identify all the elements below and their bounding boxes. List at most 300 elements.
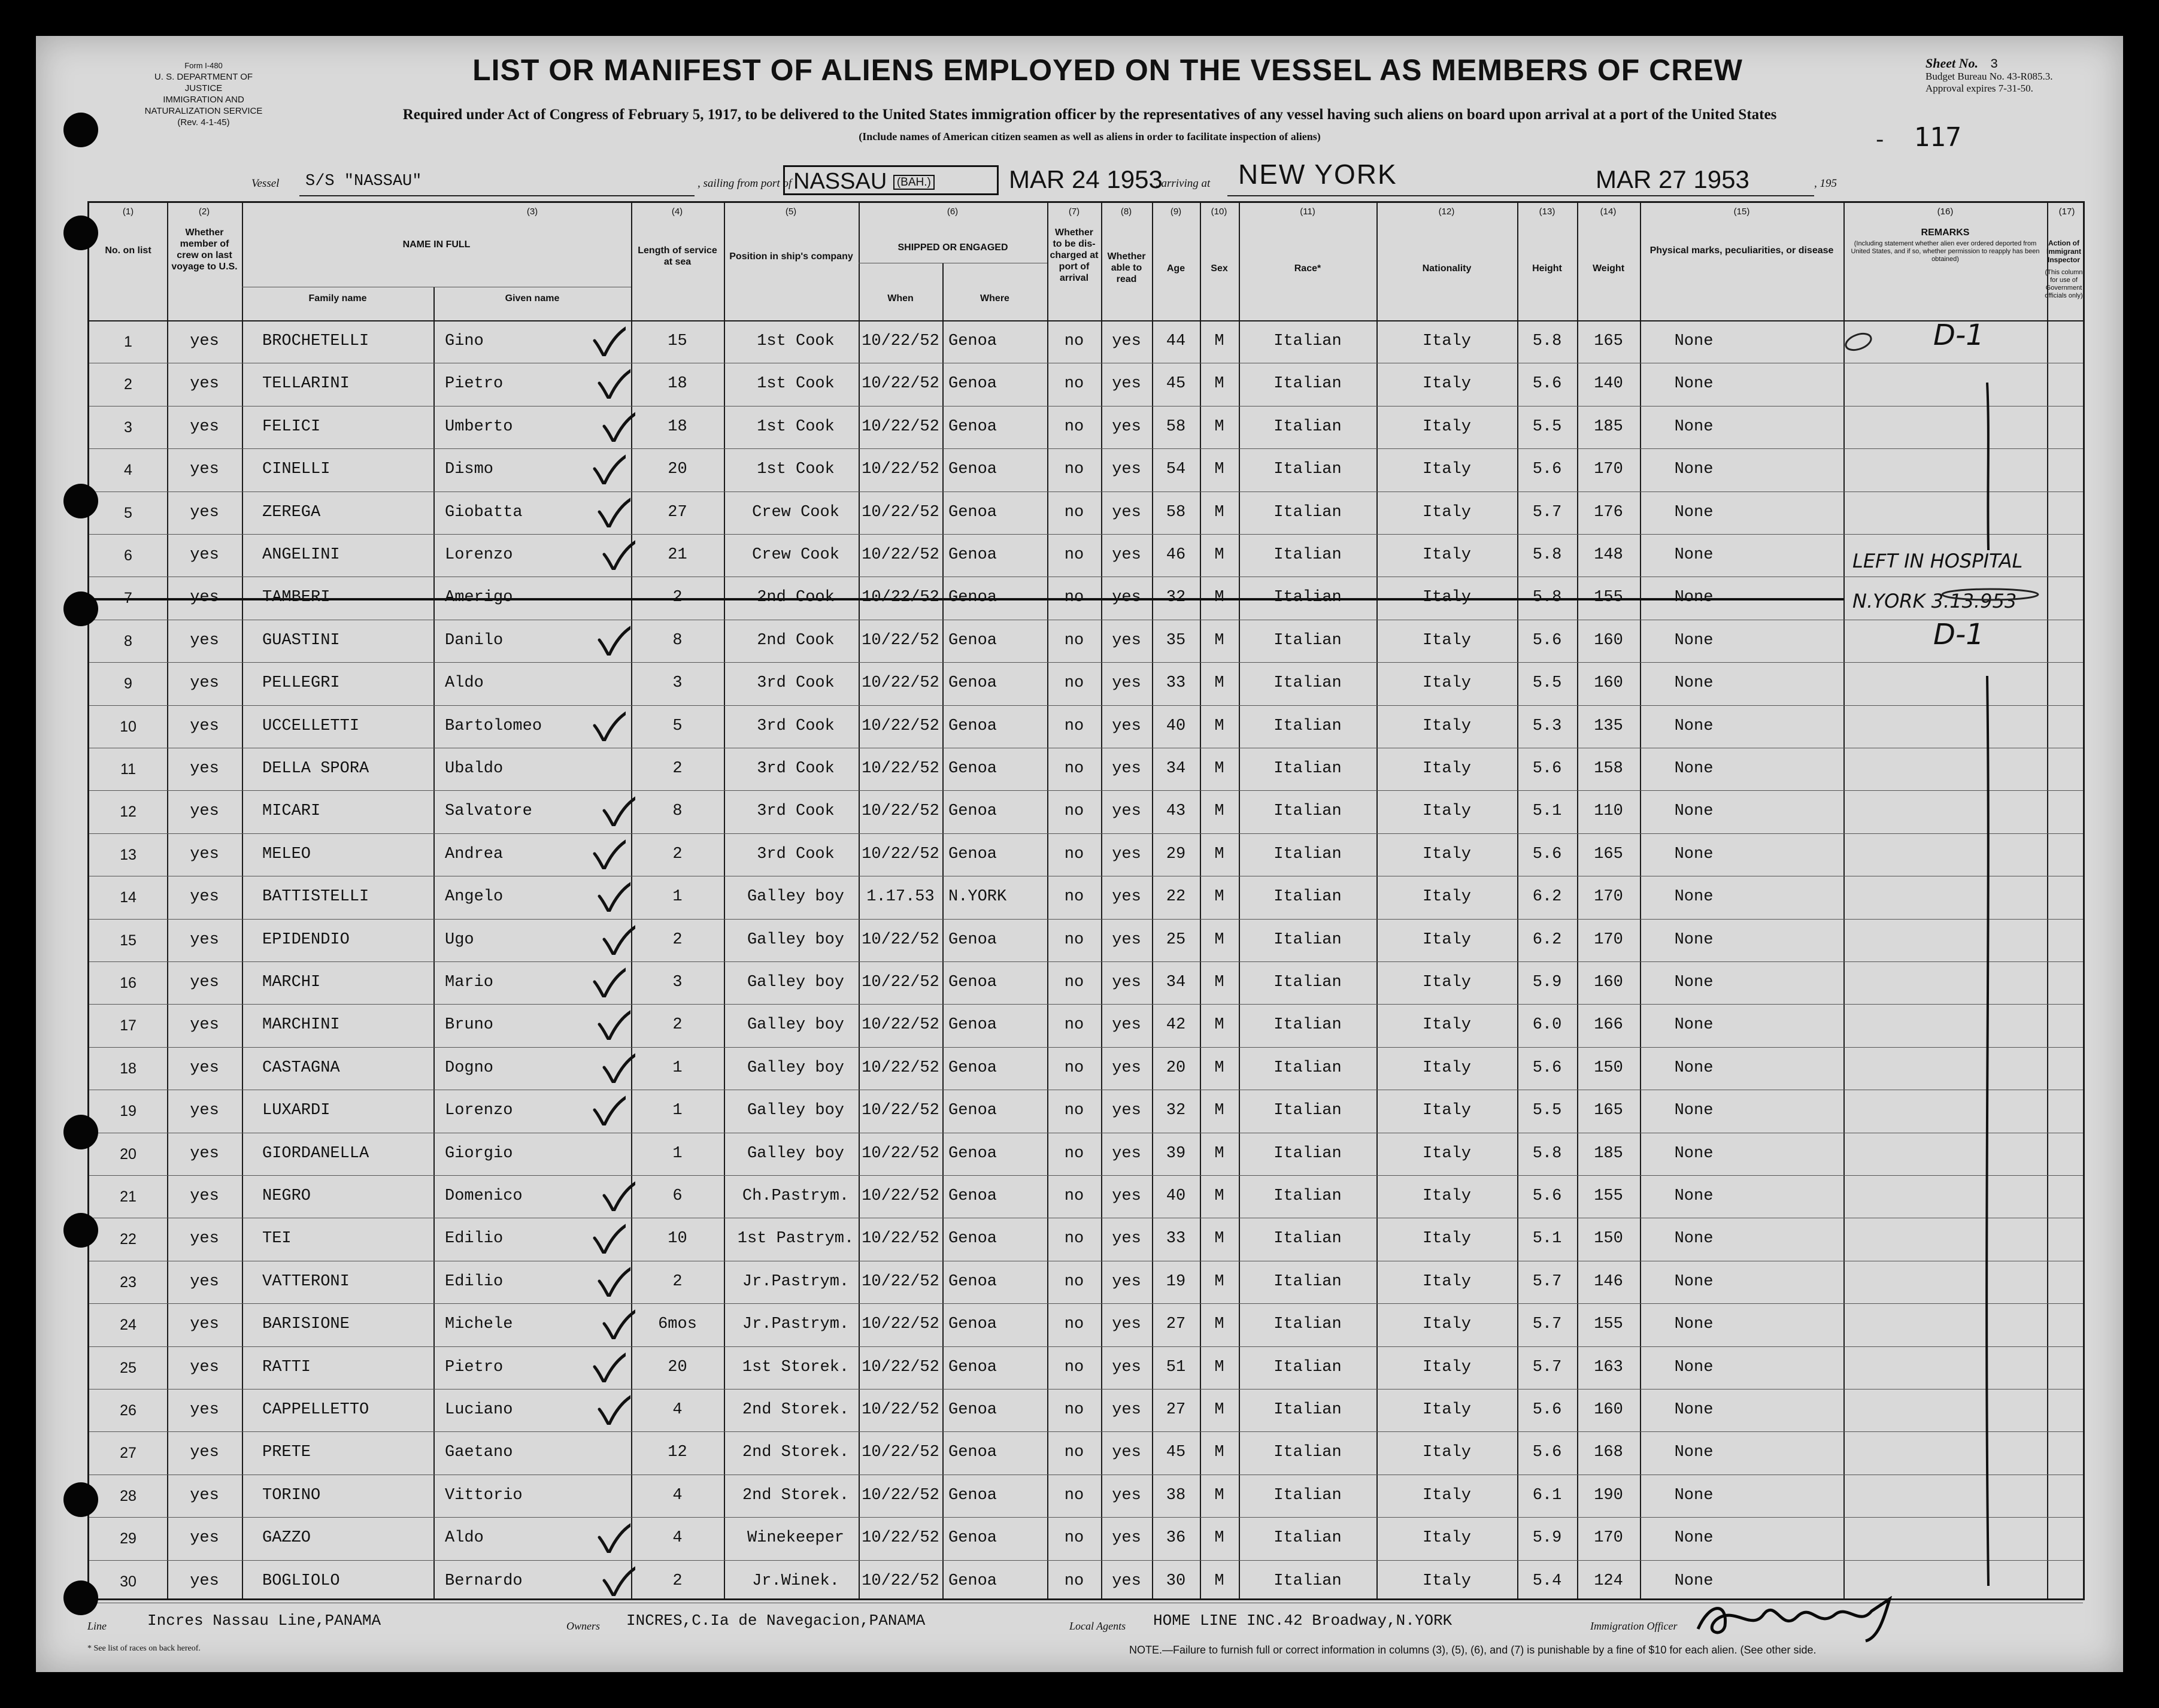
member-last-voyage: yes: [190, 1272, 219, 1291]
sex: M: [1214, 760, 1224, 778]
sex: M: [1214, 717, 1224, 735]
row-number: 22: [120, 1231, 137, 1248]
check-mark: [597, 1009, 630, 1040]
sex: M: [1214, 631, 1224, 650]
physical-marks: None: [1674, 1102, 1714, 1120]
member-last-voyage: yes: [190, 1358, 219, 1376]
able-to-read: yes: [1112, 588, 1141, 607]
discharged: no: [1064, 1401, 1084, 1419]
length-of-service: 20: [668, 1358, 687, 1376]
shipped-when: 10/22/52: [862, 1443, 939, 1462]
able-to-read: yes: [1112, 674, 1141, 693]
sex: M: [1214, 1272, 1224, 1291]
check-mark: [597, 1394, 630, 1425]
check-mark: [602, 924, 635, 955]
service: IMMIGRATION AND NATURALIZATION SERVICE: [144, 95, 263, 116]
discharged: no: [1064, 417, 1084, 436]
sex: M: [1214, 1443, 1224, 1462]
family-name: MICARI: [262, 802, 321, 821]
arriving-underline: [1227, 195, 1814, 196]
sex: M: [1214, 546, 1224, 564]
family-name: EPIDENDIO: [262, 930, 350, 949]
position: 3rd Cook: [757, 802, 835, 821]
shipped-when: 10/22/52: [862, 1016, 939, 1034]
race: Italian: [1273, 1016, 1342, 1034]
member-last-voyage: yes: [190, 674, 219, 693]
height: 5.8: [1532, 332, 1562, 350]
given-name: Vittorio: [445, 1486, 523, 1504]
height: 6.1: [1532, 1486, 1562, 1504]
discharged: no: [1064, 674, 1084, 693]
race: Italian: [1273, 930, 1342, 949]
agents-value: HOME LINE INC.42 Broadway,N.YORK: [1153, 1612, 1453, 1630]
header-position: Position in ship's company: [729, 251, 853, 262]
family-name: BROCHETELLI: [262, 332, 369, 350]
weight: 140: [1594, 375, 1623, 393]
race: Italian: [1273, 631, 1342, 650]
nationality: Italy: [1422, 802, 1471, 821]
shipped-when: 10/22/52: [862, 1529, 939, 1548]
weight: 160: [1594, 631, 1623, 650]
shipped-where: Genoa: [948, 760, 997, 778]
discharged: no: [1064, 1187, 1084, 1205]
nationality: Italy: [1422, 460, 1471, 479]
family-name: CASTAGNA: [262, 1058, 340, 1077]
race: Italian: [1273, 503, 1342, 521]
length-of-service: 4: [672, 1486, 683, 1504]
given-name: Amerigo: [445, 588, 513, 607]
physical-marks: None: [1674, 1529, 1714, 1548]
header-where: Where: [980, 293, 1009, 304]
row-line: [89, 1303, 2083, 1304]
shipped-when: 10/22/52: [862, 1102, 939, 1120]
race: Italian: [1273, 588, 1342, 607]
sex: M: [1214, 1529, 1224, 1548]
row-number: 29: [120, 1530, 137, 1548]
port-stamp: [783, 165, 999, 195]
able-to-read: yes: [1112, 546, 1141, 564]
check-mark: [602, 1180, 635, 1211]
sex: M: [1214, 503, 1224, 521]
height: 5.6: [1532, 375, 1562, 393]
weight: 110: [1594, 802, 1623, 821]
discharged: no: [1064, 375, 1084, 393]
header-shipped-engaged: SHIPPED OR ENGAGED: [897, 242, 1008, 253]
family-name: PRETE: [262, 1443, 311, 1462]
family-name: GAZZO: [262, 1529, 311, 1548]
member-last-voyage: yes: [190, 332, 219, 350]
given-name: Gaetano: [445, 1443, 513, 1462]
family-name: PELLEGRI: [262, 674, 340, 693]
shipped-where: Genoa: [948, 460, 997, 479]
row-number: 9: [124, 675, 132, 693]
row-line: [89, 833, 2083, 834]
age: 20: [1166, 1058, 1186, 1077]
height: 5.7: [1532, 1272, 1562, 1291]
race: Italian: [1273, 1272, 1342, 1291]
height: 5.5: [1532, 1102, 1562, 1120]
position: 1st Cook: [757, 460, 835, 479]
nationality: Italy: [1422, 1058, 1471, 1077]
shipped-when: 10/22/52: [862, 588, 939, 607]
sex: M: [1214, 417, 1224, 436]
sex: M: [1214, 1016, 1224, 1034]
able-to-read: yes: [1112, 1572, 1141, 1590]
given-name: Ubaldo: [445, 760, 504, 778]
family-name: TEI: [262, 1230, 292, 1248]
discharged: no: [1064, 717, 1084, 735]
position: Ch.Pastrym.: [742, 1187, 850, 1205]
column-number: (10): [1211, 207, 1227, 217]
punch-hole: [63, 1580, 98, 1615]
length-of-service: 5: [672, 717, 683, 735]
physical-marks: None: [1674, 1443, 1714, 1462]
nationality: Italy: [1422, 674, 1471, 693]
physical-marks: None: [1674, 546, 1714, 564]
member-last-voyage: yes: [190, 717, 219, 735]
check-mark: [597, 1522, 630, 1553]
physical-marks: None: [1674, 674, 1714, 693]
row-number: 27: [120, 1445, 137, 1462]
shipped-where: Genoa: [948, 1058, 997, 1077]
arriving-label: , arriving at: [1156, 177, 1211, 190]
member-last-voyage: yes: [190, 1486, 219, 1504]
header-remarks: REMARKS: [1921, 227, 1970, 238]
height: 5.5: [1532, 417, 1562, 436]
member-last-voyage: yes: [190, 375, 219, 393]
position: Crew Cook: [752, 546, 839, 564]
member-last-voyage: yes: [190, 888, 219, 906]
member-last-voyage: yes: [190, 631, 219, 650]
member-last-voyage: yes: [190, 1016, 219, 1034]
family-name: ANGELINI: [262, 546, 340, 564]
family-name: CAPPELLETTO: [262, 1401, 369, 1419]
row-line: [89, 1047, 2083, 1048]
family-name: FELICI: [262, 417, 321, 436]
owners-value: INCRES,C.Ia de Navegacion,PANAMA: [626, 1612, 926, 1630]
shipped-where: Genoa: [948, 503, 997, 521]
sheet-number: 3: [1990, 57, 1999, 72]
discharged: no: [1064, 1315, 1084, 1334]
sex: M: [1214, 845, 1224, 863]
check-mark: [592, 1351, 626, 1382]
height: 5.5: [1532, 674, 1562, 693]
vessel-name: S/S "NASSAU": [305, 172, 422, 190]
length-of-service: 27: [668, 503, 687, 521]
position: 2nd Cook: [757, 588, 835, 607]
given-name: Giobatta: [445, 503, 523, 521]
nationality: Italy: [1422, 1401, 1471, 1419]
able-to-read: yes: [1112, 1358, 1141, 1376]
age: 30: [1166, 1572, 1186, 1590]
sex: M: [1214, 1102, 1224, 1120]
discharged: no: [1064, 973, 1084, 991]
position: Galley boy: [747, 1102, 845, 1120]
length-of-service: 1: [672, 1144, 683, 1163]
nationality: Italy: [1422, 845, 1471, 863]
position: 1st Cook: [757, 375, 835, 393]
position: 3rd Cook: [757, 674, 835, 693]
punch-hole: [63, 1213, 98, 1248]
header-able-to-read: Whether able to read: [1107, 251, 1146, 284]
header-sex: Sex: [1211, 263, 1228, 274]
row-line: [89, 1004, 2083, 1005]
column-number: (2): [198, 207, 210, 217]
discharged: no: [1064, 631, 1084, 650]
race: Italian: [1273, 1315, 1342, 1334]
race: Italian: [1273, 546, 1342, 564]
row-number: 14: [120, 889, 137, 906]
owners-label: Owners: [566, 1620, 601, 1632]
position: 1st Cook: [757, 417, 835, 436]
physical-marks: None: [1674, 845, 1714, 863]
header-length-service: Length of service at sea: [638, 245, 717, 267]
able-to-read: yes: [1112, 888, 1141, 906]
header-given-name: Given name: [505, 293, 560, 304]
family-name: RATTI: [262, 1358, 311, 1376]
shipped-when: 10/22/52: [862, 802, 939, 821]
shipped-where: Genoa: [948, 674, 997, 693]
manifest-sheet: [36, 36, 2123, 1672]
nationality: Italy: [1422, 546, 1471, 564]
physical-marks: None: [1674, 1016, 1714, 1034]
column-number: (11): [1300, 207, 1315, 217]
check-mark: [597, 1266, 630, 1297]
year-suffix: , 195: [1814, 177, 1837, 190]
column-number: (6): [947, 207, 959, 217]
position: 2nd Cook: [757, 631, 835, 650]
weight: 165: [1594, 1102, 1623, 1120]
sex: M: [1214, 930, 1224, 949]
given-name: Pietro: [445, 375, 504, 393]
nationality: Italy: [1422, 375, 1471, 393]
given-name: Lorenzo: [445, 1102, 513, 1120]
shipped-where: Genoa: [948, 717, 997, 735]
given-name: Edilio: [445, 1230, 504, 1248]
header-no-on-list: No. on list: [105, 245, 151, 256]
nationality: Italy: [1422, 1315, 1471, 1334]
page-dash: -: [1876, 126, 1884, 151]
physical-marks: None: [1674, 973, 1714, 991]
shipped-where: Genoa: [948, 1102, 997, 1120]
discharged: no: [1064, 1529, 1084, 1548]
check-mark: [597, 624, 630, 656]
punch-hole: [63, 1115, 98, 1149]
position: Galley boy: [747, 973, 845, 991]
height: 6.0: [1532, 1016, 1562, 1034]
punch-hole: [63, 1482, 98, 1517]
check-mark: [602, 1565, 635, 1596]
column-number: (12): [1438, 207, 1455, 217]
age: 42: [1166, 1016, 1186, 1034]
weight: 163: [1594, 1358, 1623, 1376]
given-name: Bartolomeo: [445, 717, 542, 735]
shipped-when: 10/22/52: [862, 1058, 939, 1077]
page-title: LIST OR MANIFEST OF ALIENS EMPLOYED ON THE VESSEL AS MEMBERS OF CREW: [472, 53, 1743, 87]
position: 1st Cook: [757, 332, 835, 350]
height: 5.6: [1532, 1187, 1562, 1205]
position: Jr.Pastrym.: [742, 1315, 850, 1334]
punch-hole: [63, 113, 98, 147]
row-number: 18: [120, 1060, 137, 1077]
physical-marks: None: [1674, 1572, 1714, 1590]
column-number: (5): [785, 207, 797, 217]
weight: 155: [1594, 588, 1623, 607]
age: 27: [1166, 1315, 1186, 1334]
able-to-read: yes: [1112, 1486, 1141, 1504]
nationality: Italy: [1422, 417, 1471, 436]
shipped-where: Genoa: [948, 417, 997, 436]
height: 5.4: [1532, 1572, 1562, 1590]
form-number: Form I-480: [184, 61, 223, 70]
physical-marks: None: [1674, 588, 1714, 607]
nationality: Italy: [1422, 588, 1471, 607]
remark-hospital-date: N.YORK 3.13.953: [1852, 590, 2017, 613]
physical-marks: None: [1674, 1358, 1714, 1376]
column-number: (1): [122, 207, 134, 217]
approval-expiry: Approval expires 7-31-50.: [1925, 83, 2033, 94]
position: 2nd Storek.: [742, 1486, 850, 1504]
punch-hole: [63, 484, 98, 518]
weight: 185: [1594, 1144, 1623, 1163]
position: 3rd Cook: [757, 845, 835, 863]
weight: 168: [1594, 1443, 1623, 1462]
race: Italian: [1273, 1102, 1342, 1120]
member-last-voyage: yes: [190, 1102, 219, 1120]
row-number: 15: [120, 932, 137, 949]
nationality: Italy: [1422, 1272, 1471, 1291]
weight: 160: [1594, 674, 1623, 693]
discharged: no: [1064, 588, 1084, 607]
able-to-read: yes: [1112, 460, 1141, 479]
family-name: NEGRO: [262, 1187, 311, 1205]
shipped-where: Genoa: [948, 845, 997, 863]
row-number: 16: [120, 975, 137, 991]
length-of-service: 8: [672, 631, 683, 650]
age: 19: [1166, 1272, 1186, 1291]
row-line: [89, 705, 2083, 706]
shipped-when: 10/22/52: [862, 503, 939, 521]
fine-note: NOTE.—Failure to furnish full or correct information in columns (3), (5), (6), and (7) is punishable by a fine of $10 for each alien. (See other side.: [1129, 1644, 1817, 1656]
header-height: Height: [1532, 263, 1562, 274]
nationality: Italy: [1422, 1102, 1471, 1120]
weight: 170: [1594, 888, 1623, 906]
age: 29: [1166, 845, 1186, 863]
shipped-when: 10/22/52: [862, 1230, 939, 1248]
length-of-service: 18: [668, 417, 687, 436]
able-to-read: yes: [1112, 1529, 1141, 1548]
age: 25: [1166, 930, 1186, 949]
shipped-where: Genoa: [948, 1572, 997, 1590]
given-name: Lorenzo: [445, 546, 513, 564]
family-name: MARCHI: [262, 973, 321, 991]
given-name: Michele: [445, 1315, 513, 1334]
family-name: LUXARDI: [262, 1102, 330, 1120]
sex: M: [1214, 1144, 1224, 1163]
shipped-where: Genoa: [948, 546, 997, 564]
height: 5.8: [1532, 546, 1562, 564]
shipped-when: 10/22/52: [862, 930, 939, 949]
column-number: (7): [1068, 207, 1080, 217]
given-name: Mario: [445, 973, 494, 991]
length-of-service: 6: [672, 1187, 683, 1205]
sailing-date: MAR 24 1953: [1009, 165, 1163, 193]
member-last-voyage: yes: [190, 1572, 219, 1590]
row-line: [89, 1175, 2083, 1176]
row-number: 23: [120, 1273, 137, 1291]
shipped-when: 10/22/52: [862, 1272, 939, 1291]
shipped-where: Genoa: [948, 1272, 997, 1291]
height: 5.7: [1532, 1315, 1562, 1334]
race: Italian: [1273, 1144, 1342, 1163]
header-nationality: Nationality: [1422, 263, 1472, 274]
given-name: Dismo: [445, 460, 494, 479]
member-last-voyage: yes: [190, 845, 219, 863]
age: 58: [1166, 503, 1186, 521]
shipped-where: Genoa: [948, 973, 997, 991]
weight: 124: [1594, 1572, 1623, 1590]
family-name: ZEREGA: [262, 503, 321, 521]
weight: 155: [1594, 1315, 1623, 1334]
shipped-where: Genoa: [948, 930, 997, 949]
shipped-when: 10/22/52: [862, 631, 939, 650]
height: 5.6: [1532, 1443, 1562, 1462]
shipped-when: 10/22/52: [862, 417, 939, 436]
age: 45: [1166, 375, 1186, 393]
able-to-read: yes: [1112, 332, 1141, 350]
shipped-where: Genoa: [948, 631, 997, 650]
race: Italian: [1273, 1230, 1342, 1248]
row-number: 3: [124, 418, 132, 436]
age: 45: [1166, 1443, 1186, 1462]
length-of-service: 18: [668, 375, 687, 393]
weight: 165: [1594, 845, 1623, 863]
arriving-port: NEW YORK: [1238, 159, 1397, 190]
given-name: Bernardo: [445, 1572, 523, 1590]
sex: M: [1214, 1572, 1224, 1590]
position: Jr.Winek.: [752, 1572, 839, 1590]
age: 36: [1166, 1529, 1186, 1548]
length-of-service: 1: [672, 888, 683, 906]
member-last-voyage: yes: [190, 1529, 219, 1548]
member-last-voyage: yes: [190, 1144, 219, 1163]
able-to-read: yes: [1112, 503, 1141, 521]
discharged: no: [1064, 332, 1084, 350]
physical-marks: None: [1674, 375, 1714, 393]
height: 5.3: [1532, 717, 1562, 735]
race: Italian: [1273, 717, 1342, 735]
weight: 165: [1594, 332, 1623, 350]
shipped-when: 10/22/52: [862, 1315, 939, 1334]
family-name: DELLA SPORA: [262, 760, 369, 778]
length-of-service: 8: [672, 802, 683, 821]
vessel-underline: [299, 195, 695, 196]
shipped-where: Genoa: [948, 375, 997, 393]
column-number: (16): [1937, 207, 1954, 217]
length-of-service: 12: [668, 1443, 687, 1462]
length-of-service: 1: [672, 1058, 683, 1077]
race: Italian: [1273, 1486, 1342, 1504]
vessel-label: Vessel: [251, 177, 280, 190]
family-name: VATTERONI: [262, 1272, 350, 1291]
race: Italian: [1273, 417, 1342, 436]
punch-hole: [63, 216, 98, 250]
given-name: Giorgio: [445, 1144, 513, 1163]
row-number: 10: [120, 718, 137, 735]
weight: 160: [1594, 973, 1623, 991]
length-of-service: 3: [672, 973, 683, 991]
height: 6.2: [1532, 888, 1562, 906]
